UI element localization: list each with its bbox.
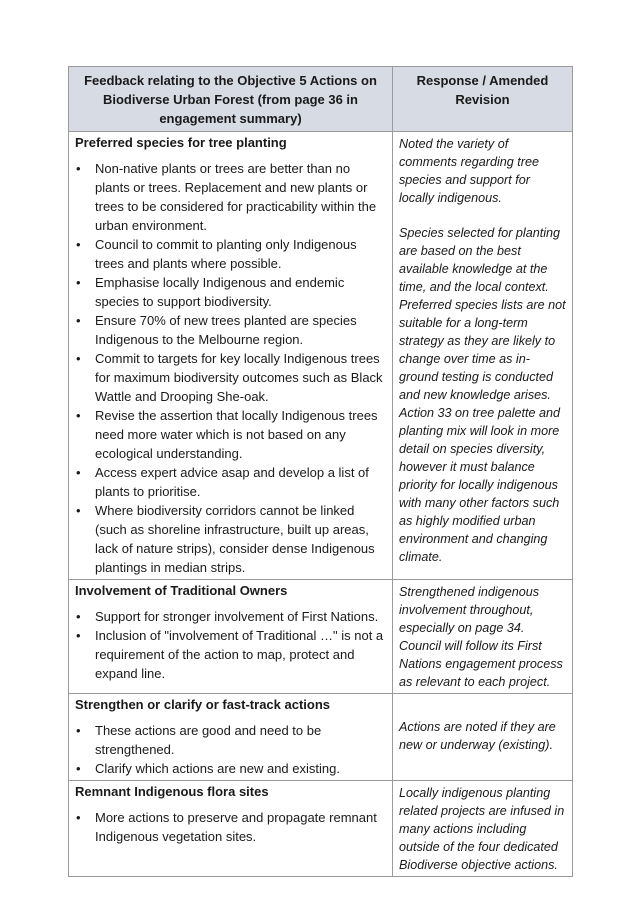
list-item-text: Clarify which actions are new and existing. xyxy=(95,761,340,776)
feedback-table xyxy=(68,66,573,877)
list-item-text: Support for stronger involvement of First Nations. xyxy=(95,609,379,624)
section-title: Remnant Indigenous flora sites xyxy=(75,784,269,799)
bullet-icon: • xyxy=(76,161,81,176)
list-item xyxy=(75,273,386,311)
bullet-icon: • xyxy=(76,723,81,738)
response-cell xyxy=(393,694,573,781)
response-paragraph: Species selected for planting are based on the best available knowledge at the time, and the local context. Preferred species lists are not suitable for a long-term strategy as they are likely to change over time as in-ground testing is conducted and new knowledge arises. Action 33 on tree palette and planting mix will look in more detail on species diversity, however it must balance priority for locally indigenous with many other factors such as highly modified urban environment and changing climate. xyxy=(399,226,566,564)
response-paragraph: Locally indigenous planting related projects are infused in many actions including outside of the four dedicated Biodiverse objective actions. xyxy=(399,786,565,872)
table-row xyxy=(69,580,573,694)
list-item xyxy=(75,463,386,501)
list-item-text: Emphasise locally Indigenous and endemic species to support biodiversity. xyxy=(95,275,345,309)
response-text xyxy=(399,135,567,566)
bullet-icon: • xyxy=(76,810,81,825)
list-item xyxy=(75,159,386,235)
response-cell xyxy=(393,132,573,580)
section-title: Preferred species for tree planting xyxy=(75,135,287,150)
bullet-icon: • xyxy=(76,313,81,328)
response-paragraph: Strengthened indigenous involvement throughout, especially on page 34. Council will follow its First Nations engagement process as relevant to each project. xyxy=(399,585,563,689)
bullet-icon: • xyxy=(76,237,81,252)
header-response: Response / Amended Revision xyxy=(393,67,573,132)
list-item xyxy=(75,607,386,626)
response-text xyxy=(399,697,567,754)
list-item-text: Ensure 70% of new trees planted are species Indigenous to the Melbourne region. xyxy=(95,313,357,347)
list-item-text: Non-native plants or trees are better than no plants or trees. Replacement and new plants or trees to be considered for practicability within the urban environment. xyxy=(95,161,377,233)
list-item-text: Revise the assertion that locally Indigenous trees need more water which is not based on any ecological understanding. xyxy=(95,408,378,461)
feedback-list xyxy=(75,159,386,577)
section-title: Strengthen or clarify or fast-track actions xyxy=(75,697,331,712)
bullet-icon: • xyxy=(76,761,81,776)
feedback-cell xyxy=(69,781,393,877)
response-cell xyxy=(393,781,573,877)
list-item-text: More actions to preserve and propagate remnant Indigenous vegetation sites. xyxy=(95,810,377,844)
list-item-text: Where biodiversity corridors cannot be linked (such as shoreline infrastructure, built up areas, lack of nature strips), consider dense Indigenous plantings in median strips. xyxy=(95,503,375,575)
bullet-icon: • xyxy=(76,465,81,480)
response-cell xyxy=(393,580,573,694)
list-item xyxy=(75,808,386,846)
bullet-icon: • xyxy=(76,275,81,290)
header-feedback: Feedback relating to the Objective 5 Actions on Biodiverse Urban Forest (from page 36 in engagement summary) xyxy=(69,67,393,132)
list-item xyxy=(75,406,386,463)
response-text xyxy=(399,583,567,691)
response-paragraph: Actions are noted if they are new or underway (existing). xyxy=(399,720,556,752)
feedback-list xyxy=(75,721,386,778)
list-item xyxy=(75,311,386,349)
feedback-cell xyxy=(69,580,393,694)
table-row xyxy=(69,694,573,781)
list-item-text: Council to commit to planting only Indigenous trees and plants where possible. xyxy=(95,237,357,271)
table-header-row xyxy=(69,67,573,132)
section-title: Involvement of Traditional Owners xyxy=(75,583,288,598)
bullet-icon: • xyxy=(76,503,81,518)
bullet-icon: • xyxy=(76,408,81,423)
feedback-cell xyxy=(69,132,393,580)
feedback-cell xyxy=(69,694,393,781)
response-paragraph: Noted the variety of comments regarding tree species and support for locally indigenous. xyxy=(399,137,539,205)
response-text xyxy=(399,784,567,874)
bullet-icon: • xyxy=(76,351,81,366)
bullet-icon: • xyxy=(76,609,81,624)
list-item xyxy=(75,235,386,273)
list-item xyxy=(75,626,386,683)
document-page xyxy=(68,66,572,877)
feedback-list xyxy=(75,607,386,683)
feedback-list xyxy=(75,808,386,846)
list-item-text: Access expert advice asap and develop a list of plants to prioritise. xyxy=(95,465,369,499)
list-item xyxy=(75,759,386,778)
list-item-text: These actions are good and need to be strengthened. xyxy=(95,723,322,757)
list-item xyxy=(75,501,386,577)
list-item-text: Inclusion of "involvement of Traditional …" is not a requirement of the action to map, protect and expand line. xyxy=(95,628,384,681)
list-item xyxy=(75,349,386,406)
table-row xyxy=(69,781,573,877)
table-row xyxy=(69,132,573,580)
bullet-icon: • xyxy=(76,628,81,643)
list-item-text: Commit to targets for key locally Indigenous trees for maximum biodiversity outcomes such as Black Wattle and Drooping She-oak. xyxy=(95,351,383,404)
list-item xyxy=(75,721,386,759)
